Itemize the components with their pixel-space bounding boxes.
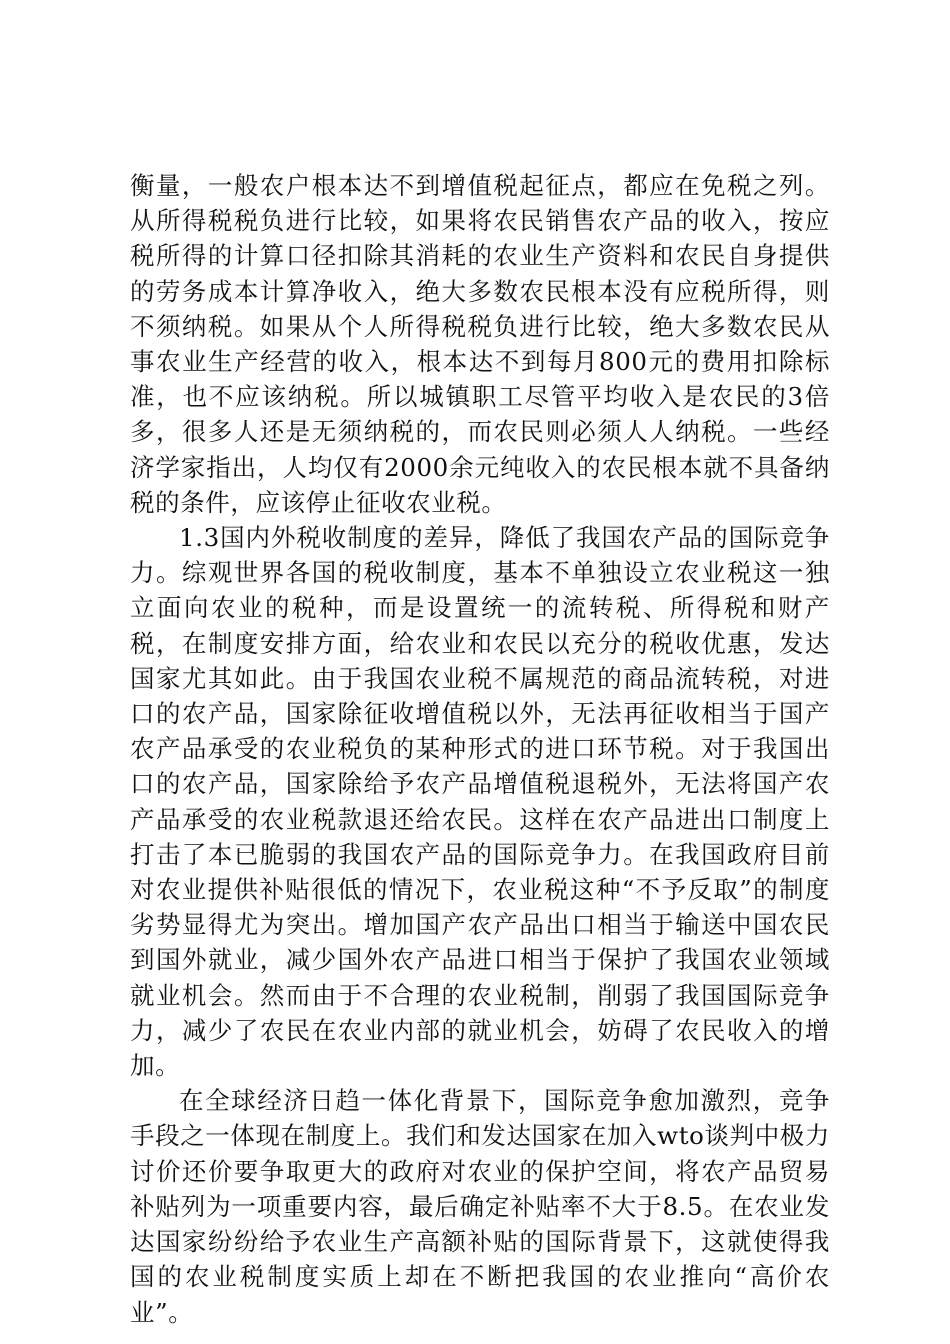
paragraph-tax-burden-comparison: 衡量，一般农户根本达不到增值税起征点，都应在免税之列。从所得税税负进行比较，如果将农民销售农产品的收入，按应税所得的计算口径扣除其消耗的农业生产资料和农民自身提供的劳务成本计算净收入，绝大多数农民根本没有应税所得，则不须纳税。如果从个人所得税税负进行比较，绝大多数农民从事农业生产经营的收入，根本达不到每月800元的费用扣除标准，也不应该纳税。所以城镇职工尽管平均收入是农民的3倍多，很多人还是无须纳税的，而农民则必须人人纳税。一些经济学家指出，人均仅有2000余元纯收入的农民根本就不具备纳税的条件，应该停止征收农业税。 [130,171,830,517]
document-body [130,168,830,1330]
paragraph-international-competitiveness: 1.3国内外税收制度的差异，降低了我国农产品的国际竞争力。综观世界各国的税收制度，基本不单独设立农业税这一独立面向农业的税种，而是设置统一的流转税、所得税和财产税，在制度安排方面，给农业和农民以充分的税收优惠，发达国家尤其如此。由于我国农业税不属规范的商品流转税，对进口的农产品，国家除征收增值税以外，无法再征收相当于国产农产品承受的农业税负的某种形式的进口环节税。对于我国出口的农产品，国家除给予农产品增值税退税外，无法将国产农产品承受的农业税款退还给农民。这样在农产品进出口制度上打击了本已脆弱的我国农产品的国际竞争力。在我国政府目前对农业提供补贴很低的情况下，农业税这种“不予反取”的制度劣势显得尤为突出。增加国产农产品出口相当于输送中国农民到国外就业，减少国外农产品进口相当于保护了我国农业领域就业机会。然而由于不合理的农业税制，削弱了我国国际竞争力，减少了农民在农业内部的就业机会，妨碍了农民收入的增加。 [130,523,830,1081]
paragraph-global-integration: 在全球经济日趋一体化背景下，国际竞争愈加激烈，竞争手段之一体现在制度上。我们和发达国家在加入wto谈判中极力讨价还价要争取更大的政府对农业的保护空间，将农产品贸易补贴列为一项重要内容，最后确定补贴率不大于8.5。在农业发达国家纷纷给予农业生产高额补贴的国际背景下，这就使得我国的农业税制度实质上却在不断把我国的农业推向“高价农业”。 [130,1086,830,1327]
